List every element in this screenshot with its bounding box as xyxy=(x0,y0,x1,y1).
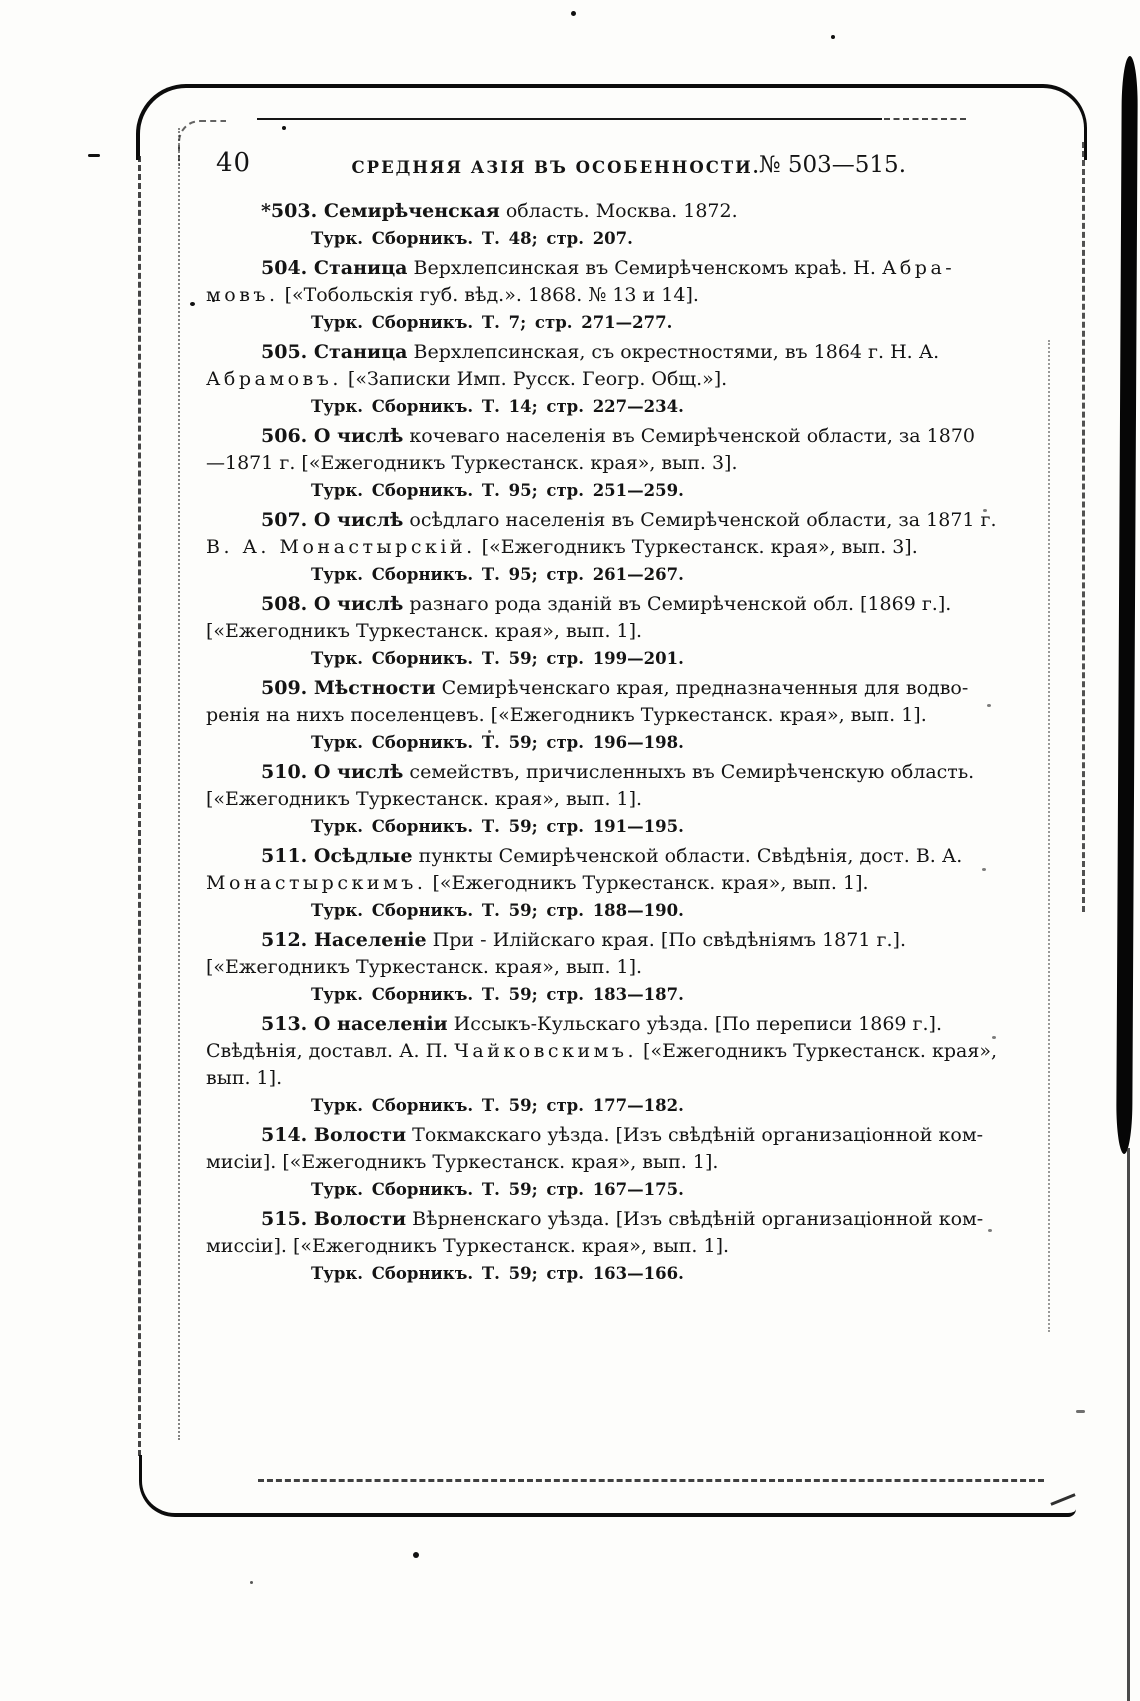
entry-line xyxy=(206,702,927,729)
right-dashed-line xyxy=(1082,142,1085,912)
scan-speck xyxy=(250,1581,253,1584)
entry-number-keyword: 506. О числѣ xyxy=(261,425,404,447)
scan-speck xyxy=(1076,1410,1085,1413)
entry-text: Верхлепсинская въ Семирѣченскомъ краѣ. Н. xyxy=(407,257,882,279)
entry-text: [«Ежегодникъ Туркестанск. края», вып. 1]. xyxy=(206,956,643,978)
entry-number-keyword: 515. Волости xyxy=(261,1208,407,1230)
author-spaced-text: Чайковскимъ. xyxy=(454,1040,638,1062)
entry-number-keyword: *503. Семирѣченская xyxy=(261,200,500,222)
entry-line xyxy=(206,618,906,645)
entry-text: [«Ежегодникъ Туркестанск. края», вып. 1]. xyxy=(426,872,869,894)
scan-speck xyxy=(988,1229,992,1232)
entry-line xyxy=(206,1233,906,1260)
entry-text: семействъ, причисленныхъ въ Семирѣченскую область. xyxy=(403,761,975,783)
scan-speck xyxy=(413,1552,419,1558)
entry-text: Вѣрненскаго уѣзда. [Изъ свѣдѣній организаціонной ком- xyxy=(406,1208,984,1230)
entry-number-keyword: 512. Населеніе xyxy=(261,929,427,951)
page-frame-left-border xyxy=(138,156,141,1456)
entry-citation: Турк. Сборникъ. Т. 59; стр. 188—190. xyxy=(311,901,684,920)
entry-line xyxy=(206,1011,943,1038)
bottom-dashed-rule xyxy=(258,1479,1044,1482)
entry-text: Иссыкъ-Кульскаго уѣзда. [По переписи 1869 г.]. xyxy=(447,1013,943,1035)
entry-text: [«Ежегодникъ Туркестанск. края», вып. 1]. xyxy=(206,620,643,642)
author-spaced-text: Абрамовъ. xyxy=(206,368,342,390)
entry-text: Семирѣченскаго края, предназначенныя для водво- xyxy=(435,677,969,699)
bib-entry-513 xyxy=(206,1011,997,1119)
entry-line xyxy=(206,759,975,786)
bib-entry-514 xyxy=(206,1122,984,1203)
entry-text: Токмакскаго уѣзда. [Изъ свѣдѣній организаціонной ком- xyxy=(406,1124,984,1146)
entry-line xyxy=(206,1065,906,1092)
bib-entry-510 xyxy=(206,759,975,840)
entry-number-keyword: 507. О числѣ xyxy=(261,509,404,531)
entry-line xyxy=(206,675,969,702)
author-spaced-text: Абра- xyxy=(881,257,956,279)
header-rule xyxy=(257,118,882,120)
scan-speck xyxy=(987,704,991,707)
bib-entry-508 xyxy=(206,591,952,672)
bib-entry-515 xyxy=(206,1206,984,1287)
entry-line xyxy=(206,843,963,870)
entry-text: [«Тобольскія губ. вѣд.». 1868. № 13 и 14]. xyxy=(278,284,699,306)
entry-citation: Турк. Сборникъ. Т. 59; стр. 177—182. xyxy=(311,1096,684,1115)
book-edge-bar xyxy=(1116,56,1138,1154)
entry-citation: Турк. Сборникъ. Т. 59; стр. 191—195. xyxy=(311,817,684,836)
entry-line xyxy=(206,1038,997,1065)
entry-line xyxy=(206,198,906,225)
header-rule-tail xyxy=(884,118,966,120)
page-content xyxy=(206,146,997,1290)
author-spaced-text: Монастырскимъ. xyxy=(206,872,427,894)
entry-line xyxy=(206,1149,906,1176)
entry-number-keyword: 509. Мѣстности xyxy=(261,677,436,699)
entry-citation: Турк. Сборникъ. Т. 59; стр. 199—201. xyxy=(311,649,684,668)
entry-line xyxy=(206,507,997,534)
entry-number-keyword: 513. О населеніи xyxy=(261,1013,448,1035)
entry-text: пункты Семирѣченской области. Свѣдѣнія, дост. В. А. xyxy=(412,845,963,867)
entry-number-keyword: 510. О числѣ xyxy=(261,761,404,783)
entry-citation: Турк. Сборникъ. Т. 14; стр. 227—234. xyxy=(311,397,684,416)
entry-text: Свѣдѣнія, доставл. А. П. xyxy=(206,1040,455,1062)
scan-speck xyxy=(571,11,576,16)
bib-entry-503 xyxy=(206,198,906,252)
entry-text: разнаго рода зданій въ Семирѣченской обл. [1869 г.]. xyxy=(403,593,952,615)
entry-line xyxy=(206,786,906,813)
entry-line xyxy=(206,366,906,393)
entry-text: —1871 г. [«Ежегодникъ Туркестанск. края», вып. 3]. xyxy=(206,452,738,474)
running-title: СРЕДНЯЯ АЗІЯ ВЪ ОСОБЕННОСТИ. xyxy=(351,158,761,177)
scan-speck xyxy=(88,154,100,157)
bib-entry-507 xyxy=(206,507,997,588)
bib-entry-505 xyxy=(206,339,940,420)
entry-citation: Турк. Сборникъ. Т. 95; стр. 261—267. xyxy=(311,565,684,584)
entry-line xyxy=(206,1122,984,1149)
entry-line xyxy=(206,1206,984,1233)
scan-speck xyxy=(992,1036,996,1039)
bib-entry-506 xyxy=(206,423,976,504)
scan-speck xyxy=(982,868,986,871)
entry-line xyxy=(206,870,906,897)
entry-citation: Турк. Сборникъ. Т. 95; стр. 251—259. xyxy=(311,481,684,500)
entry-line xyxy=(206,954,906,981)
entry-citation: Турк. Сборникъ. Т. 7; стр. 271—277. xyxy=(311,313,673,332)
entry-text: [«Ежегодникъ Туркестанск. края», вып. 3]. xyxy=(475,536,918,558)
page-number: 40 xyxy=(216,148,252,178)
right-dotted-line xyxy=(1048,340,1050,1332)
bib-entry-509 xyxy=(206,675,969,756)
entry-line xyxy=(206,339,940,366)
entry-text: кочеваго населенія въ Семирѣченской области, за 1870 xyxy=(403,425,976,447)
entry-line xyxy=(206,534,918,561)
entry-number-keyword: 505. Станица xyxy=(261,341,408,363)
scan-speck xyxy=(190,302,195,306)
entry-text: вып. 1]. xyxy=(206,1067,283,1089)
entry-text: [«Ежегодникъ Туркестанск. края», вып. 1]. xyxy=(206,788,643,810)
entry-text: [«Ежегодникъ Туркестанск. края», xyxy=(637,1040,997,1062)
bib-entry-512 xyxy=(206,927,906,1008)
entry-line xyxy=(206,591,952,618)
entry-citation: Турк. Сборникъ. Т. 48; стр. 207. xyxy=(311,229,633,248)
entry-line xyxy=(206,282,906,309)
entry-line xyxy=(206,423,976,450)
entry-citation: Турк. Сборникъ. Т. 59; стр. 183—187. xyxy=(311,985,684,1004)
entry-text: мисіи]. [«Ежегодникъ Туркестанск. края», вып. 1]. xyxy=(206,1151,719,1173)
entry-line xyxy=(206,927,906,954)
bibliography-entries xyxy=(206,198,997,1287)
author-spaced-text: В. А. Монастырскій. xyxy=(206,536,476,558)
entry-number-keyword: 504. Станица xyxy=(261,257,408,279)
entry-number-keyword: 508. О числѣ xyxy=(261,593,404,615)
entry-citation: Турк. Сборникъ. Т. 59; стр. 167—175. xyxy=(311,1180,684,1199)
scan-speck xyxy=(282,126,286,130)
entry-number-keyword: 511. Осѣдлые xyxy=(261,845,413,867)
entry-line xyxy=(206,255,956,282)
bib-entry-504 xyxy=(206,255,956,336)
inner-left-dotted-line xyxy=(178,128,180,1440)
page-frame-bottom-border xyxy=(139,1455,1076,1517)
entry-citation: Турк. Сборникъ. Т. 59; стр. 163—166. xyxy=(311,1264,684,1283)
entry-text: миссіи]. [«Ежегодникъ Туркестанск. края», вып. 1]. xyxy=(206,1235,730,1257)
author-spaced-text: мовъ. xyxy=(206,284,279,306)
entry-text: осѣдлаго населенія въ Семирѣченской области, за 1871 г. xyxy=(403,509,997,531)
entry-text: Верхлепсинская, съ окрестностями, въ 1864 г. Н. А. xyxy=(407,341,940,363)
entry-line xyxy=(206,450,906,477)
entry-text: При - Илійскаго края. [По свѣдѣніямъ 1871 г.]. xyxy=(426,929,906,951)
entry-number-keyword: 514. Волости xyxy=(261,1124,407,1146)
book-edge-line xyxy=(1127,1148,1130,1701)
entry-text: [«Записки Имп. Русск. Геогр. Общ.»]. xyxy=(341,368,728,390)
entry-text: область. Москва. 1872. xyxy=(499,200,738,222)
page-header xyxy=(206,146,906,190)
bib-entry-511 xyxy=(206,843,963,924)
entry-text: ренія на нихъ поселенцевъ. [«Ежегодникъ Туркестанск. края», вып. 1]. xyxy=(206,704,927,726)
entry-number-range: № 503—515. xyxy=(758,152,906,178)
entry-citation: Турк. Сборникъ. Т. 59; стр. 196—198. xyxy=(311,733,684,752)
scan-speck xyxy=(831,35,835,39)
